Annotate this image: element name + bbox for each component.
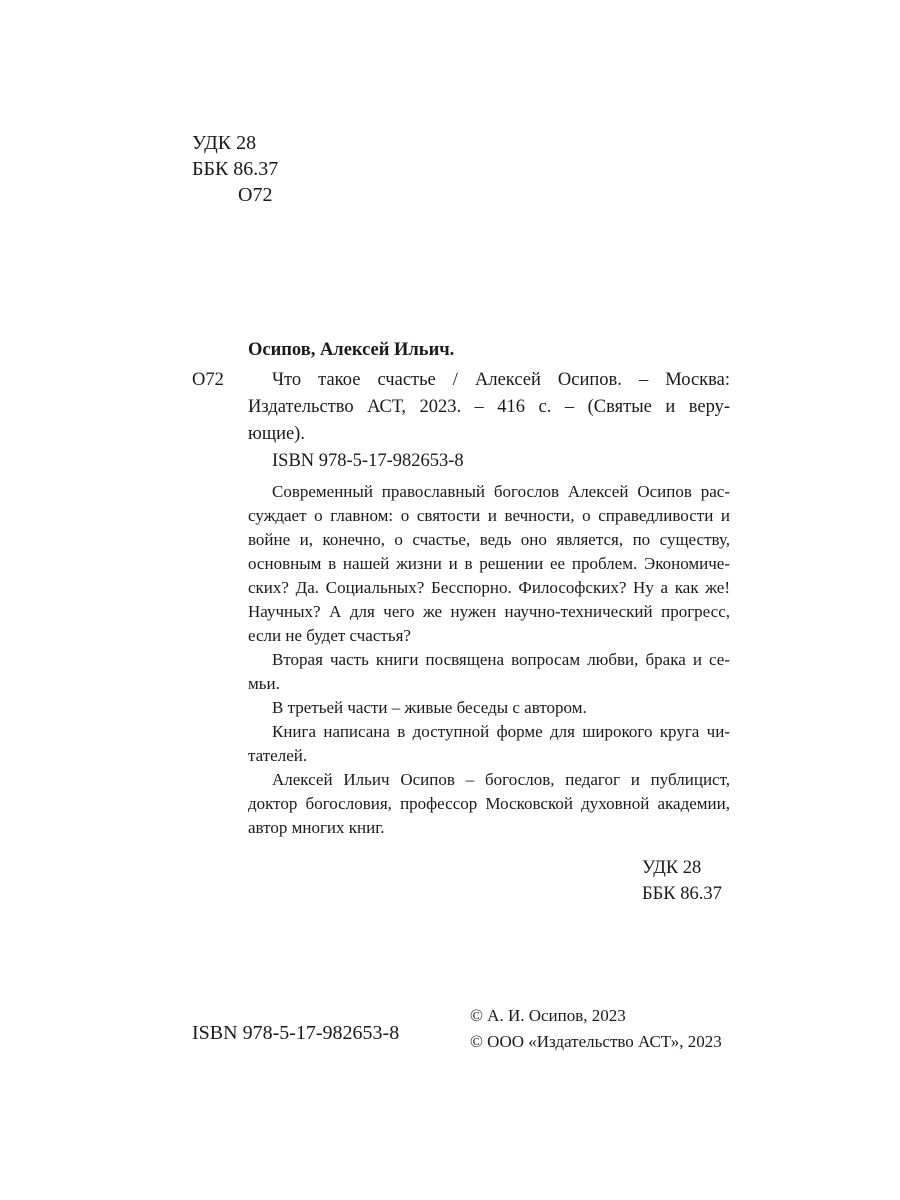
bib-line-1: Что такое счастье / Алексей Осипов. – Москва: [272, 370, 730, 390]
annotation-line: доктор богословия, профессор Московской духовной академии, [248, 794, 730, 813]
bib-line-3: ющие). [248, 424, 305, 444]
annotation-line: Вторая часть книги посвящена вопросам любви, брака и се- [272, 650, 730, 669]
bbk-code-top: ББК 86.37 [192, 158, 279, 180]
author-mark-top: О72 [238, 184, 273, 206]
udk-code-top: УДК 28 [192, 132, 257, 154]
annotation-line: В третьей части – живые беседы с автором. [272, 698, 587, 717]
author-heading: Осипов, Алексей Ильич. [248, 340, 455, 360]
annotation-line: Современный православный богослов Алексей Осипов рас- [272, 482, 730, 501]
author-mark-left: О72 [192, 370, 224, 390]
annotation-line: Алексей Ильич Осипов – богослов, педагог и публицист, [272, 770, 730, 789]
annotation-line: тателей. [248, 746, 308, 765]
isbn-footer: ISBN 978-5-17-982653-8 [192, 1022, 400, 1044]
udk-code-bottom: УДК 28 [642, 858, 702, 878]
isbn-main: ISBN 978-5-17-982653-8 [272, 451, 464, 471]
annotation-line: Научных? А для чего же нужен научно-технический прогресс, [248, 602, 730, 621]
annotation-line: мьи. [248, 674, 280, 693]
bbk-code-bottom: ББК 86.37 [642, 884, 722, 904]
copyright-author: © А. И. Осипов, 2023 [470, 1006, 626, 1025]
annotation-line: ских? Да. Социальных? Бесспорно. Философских? Ну а как же! [248, 578, 730, 597]
annotation-line: автор многих книг. [248, 818, 385, 837]
bib-line-2: Издательство АСТ, 2023. – 416 с. – (Святые и веру- [248, 397, 730, 417]
annotation-line: войне и, конечно, о счастье, ведь оно является, по существу, [248, 530, 730, 549]
annotation-line: суждает о главном: о святости и вечности, о справедливости и [248, 506, 730, 525]
annotation-line: если не будет счастья? [248, 626, 411, 645]
annotation-line: Книга написана в доступной форме для широкого круга чи- [272, 722, 730, 741]
annotation-line: основным в нашей жизни и в решении ее проблем. Экономиче- [248, 554, 730, 573]
copyright-publisher: © ООО «Издательство АСТ», 2023 [470, 1032, 722, 1051]
